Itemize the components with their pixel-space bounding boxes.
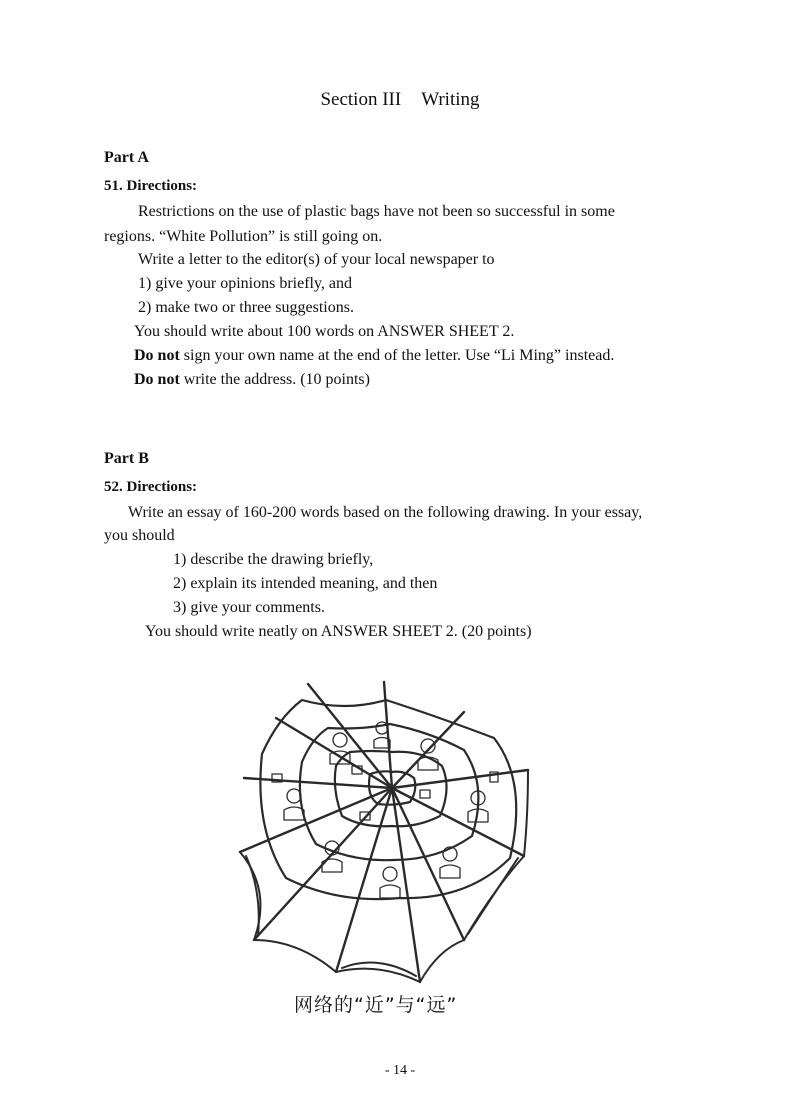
q51-line: Restrictions on the use of plastic bags have not been so successful in some [138,203,615,220]
q51-line: regions. “White Pollution” is still going on. [104,228,383,245]
q51-note-name [134,347,614,365]
note-text: write the address. (10 points) [179,371,370,388]
q52-line: you should [104,527,175,544]
section-title-name: Writing [421,89,480,110]
part-b-heading: Part B [104,450,149,467]
q52-line: 1) describe the drawing briefly, [173,551,374,568]
drawing-caption: 网络的“近”与“远” [294,994,458,1016]
spider-web-cartoon-icon [232,678,562,993]
emphasis-text: Do not [134,347,180,364]
q52-directions-label: 52. Directions: [104,479,198,495]
emphasis-text: Do not [134,371,180,388]
q52-line: 3) give your comments. [173,599,325,616]
q51-note-address [134,371,370,389]
q52-line: 2) explain its intended meaning, and then [173,575,438,592]
q52-line: Write an essay of 160-200 words based on the following drawing. In your essay, [128,504,643,521]
q51-line: 2) make two or three suggestions. [138,299,354,316]
part-a-heading: Part A [104,149,149,166]
section-title [0,89,800,111]
q51-line: You should write about 100 words on ANSWER SHEET 2. [134,323,515,340]
q51-directions-label: 51. Directions: [104,178,198,194]
section-title-number: Section III [320,89,402,110]
page-number: - 14 - [384,1063,416,1078]
q51-line: Write a letter to the editor(s) of your local newspaper to [138,251,495,268]
q52-line: You should write neatly on ANSWER SHEET 2. (20 points) [145,623,532,640]
q51-line: 1) give your opinions briefly, and [138,275,353,292]
note-text: sign your own name at the end of the letter. Use “Li Ming” instead. [179,347,615,364]
